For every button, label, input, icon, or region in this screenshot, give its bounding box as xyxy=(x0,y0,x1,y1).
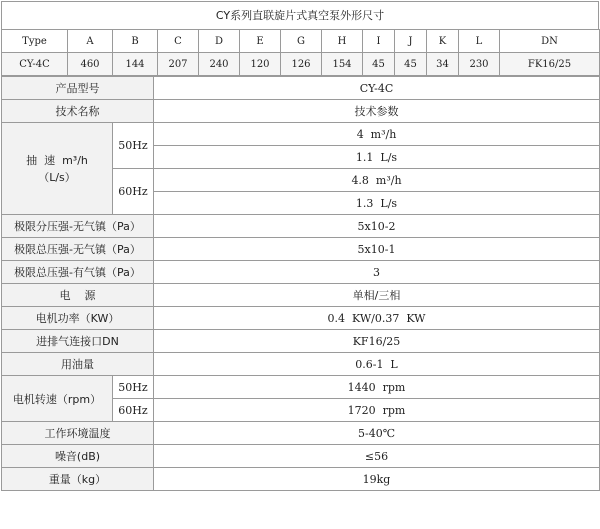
dim-value-type: CY-4C xyxy=(2,53,68,76)
spec-value-motor-power: 0.4 KW/0.37 KW xyxy=(154,307,600,330)
spec-row-tech xyxy=(2,100,600,123)
dimensions-table xyxy=(1,29,600,76)
spec-row-total-no-ballast xyxy=(2,238,600,261)
spec-label-total-no-ballast: 极限总压强-无气镇（Pa） xyxy=(2,238,154,261)
spec-value-model: CY-4C xyxy=(154,77,600,100)
dim-header-g: G xyxy=(281,30,322,53)
dim-header-k: K xyxy=(427,30,459,53)
spec-sub-motor-50hz: 50Hz xyxy=(113,376,154,399)
spec-label-port: 进排气连接口DN xyxy=(2,330,154,353)
spec-row-port xyxy=(2,330,600,353)
dim-value-g: 126 xyxy=(281,53,322,76)
spec-label-model: 产品型号 xyxy=(2,77,154,100)
dim-header-b: B xyxy=(113,30,158,53)
spec-row-power-supply xyxy=(2,284,600,307)
dim-value-k: 34 xyxy=(427,53,459,76)
spec-value-tech: 技术参数 xyxy=(154,100,600,123)
dim-header-a: A xyxy=(68,30,113,53)
spec-label-tech: 技术名称 xyxy=(2,100,154,123)
spec-value-total-no-ballast: 5x10-1 xyxy=(154,238,600,261)
dim-value-j: 45 xyxy=(395,53,427,76)
spec-label-motor-power: 电机功率（KW） xyxy=(2,307,154,330)
spec-sheet xyxy=(1,1,599,527)
spec-label-power-supply: 电 源 xyxy=(2,284,154,307)
spec-label-noise: 噪音(dB) xyxy=(2,445,154,468)
spec-row-motor-power xyxy=(2,307,600,330)
spec-value-speed-50-m3h: 4 m³/h xyxy=(154,123,600,146)
spec-sub-speed-50hz: 50Hz xyxy=(113,123,154,169)
dim-value-h: 154 xyxy=(322,53,363,76)
spec-value-speed-60-ls: 1.3 L/s xyxy=(154,192,600,215)
pump-speed-label-line1: 抽 速 m³/h xyxy=(26,153,88,167)
spec-sub-motor-60hz: 60Hz xyxy=(113,399,154,422)
dimensions-header-row xyxy=(2,30,600,53)
spec-value-temperature: 5-40℃ xyxy=(154,422,600,445)
spec-row-speed-50-m3h xyxy=(2,123,600,146)
dim-value-d: 240 xyxy=(199,53,240,76)
dim-header-dn: DN xyxy=(500,30,600,53)
dim-header-d: D xyxy=(199,30,240,53)
spec-value-power-supply: 单相/三相 xyxy=(154,284,600,307)
spec-value-port: KF16/25 xyxy=(154,330,600,353)
spec-value-total-ballast: 3 xyxy=(154,261,600,284)
spec-value-noise: ≤56 xyxy=(154,445,600,468)
dim-header-e: E xyxy=(240,30,281,53)
spec-label-total-ballast: 极限总压强-有气镇（Pa） xyxy=(2,261,154,284)
spec-label-partial-no-ballast: 极限分压强-无气镇（Pa） xyxy=(2,215,154,238)
dim-header-i: I xyxy=(363,30,395,53)
dim-value-b: 144 xyxy=(113,53,158,76)
spec-value-weight: 19kg xyxy=(154,468,600,491)
dim-value-e: 120 xyxy=(240,53,281,76)
spec-value-speed-50-ls: 1.1 L/s xyxy=(154,146,600,169)
spec-label-oil: 用油量 xyxy=(2,353,154,376)
spec-label-temperature: 工作环境温度 xyxy=(2,422,154,445)
spec-row-weight xyxy=(2,468,600,491)
spec-row-partial-no-ballast xyxy=(2,215,600,238)
dim-value-c: 207 xyxy=(158,53,199,76)
spec-label-motor-speed: 电机转速（rpm） xyxy=(2,376,113,422)
spec-value-motor-60: 1720 rpm xyxy=(154,399,600,422)
dim-header-l: L xyxy=(459,30,500,53)
specs-table xyxy=(1,76,600,491)
dimensions-value-row xyxy=(2,53,600,76)
spec-value-speed-60-m3h: 4.8 m³/h xyxy=(154,169,600,192)
spec-row-total-ballast xyxy=(2,261,600,284)
pump-speed-label-line2: （L/s） xyxy=(38,170,76,184)
spec-row-temperature xyxy=(2,422,600,445)
sheet-title: CY系列直联旋片式真空泵外形尺寸 xyxy=(1,1,599,29)
dim-value-dn: FK16/25 xyxy=(500,53,600,76)
spec-row-oil xyxy=(2,353,600,376)
spec-row-noise xyxy=(2,445,600,468)
dim-header-type: Type xyxy=(2,30,68,53)
dim-header-h: H xyxy=(322,30,363,53)
dim-value-l: 230 xyxy=(459,53,500,76)
dim-value-i: 45 xyxy=(363,53,395,76)
spec-row-motor-speed-50 xyxy=(2,376,600,399)
dim-value-a: 460 xyxy=(68,53,113,76)
dim-header-j: J xyxy=(395,30,427,53)
spec-row-model xyxy=(2,77,600,100)
spec-sub-speed-60hz: 60Hz xyxy=(113,169,154,215)
spec-label-pump-speed xyxy=(2,123,113,215)
spec-value-oil: 0.6-1 L xyxy=(154,353,600,376)
spec-label-weight: 重量（kg） xyxy=(2,468,154,491)
spec-value-partial-no-ballast: 5x10-2 xyxy=(154,215,600,238)
spec-value-motor-50: 1440 rpm xyxy=(154,376,600,399)
dim-header-c: C xyxy=(158,30,199,53)
